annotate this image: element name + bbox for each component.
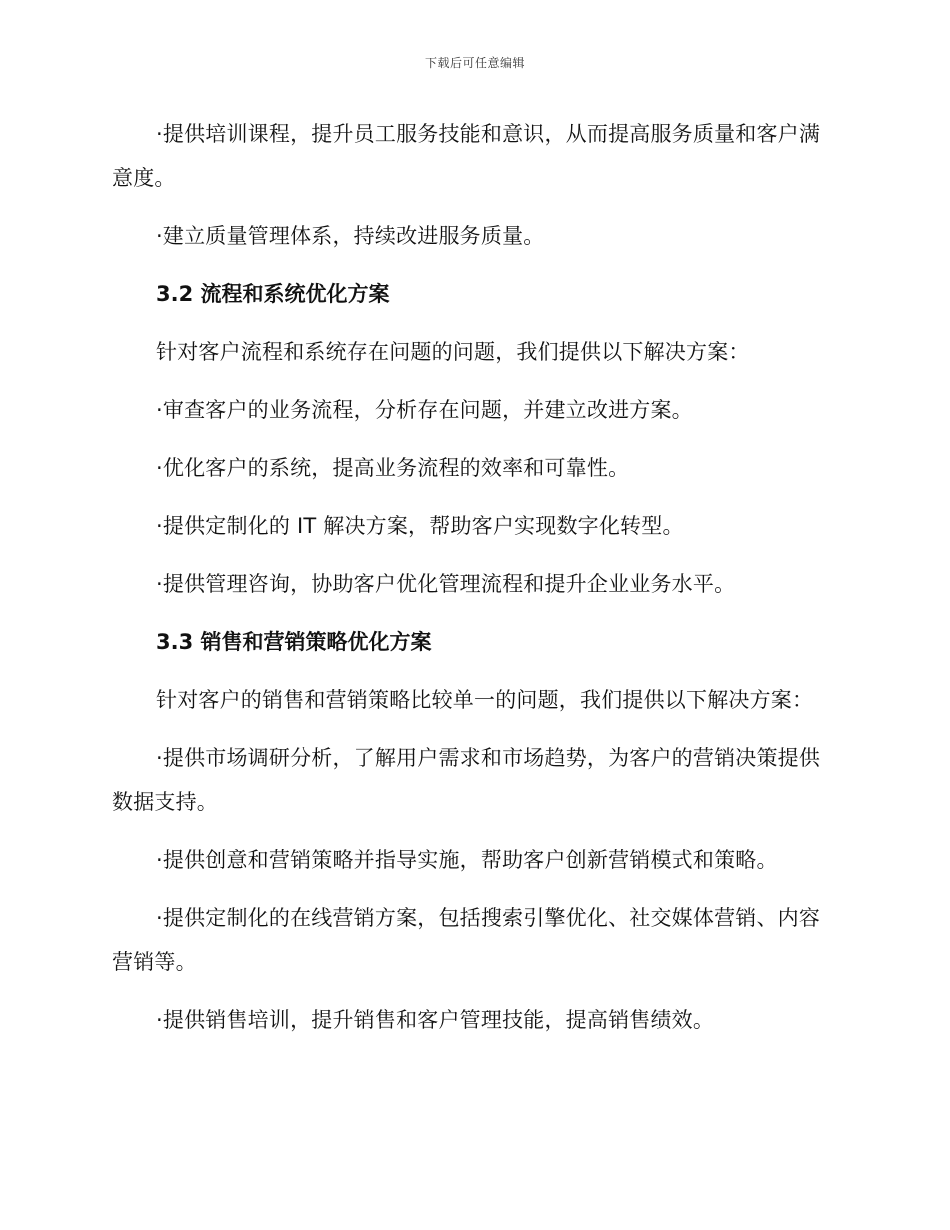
bullet-paragraph: ·审查客户的业务流程，分析存在问题，并建立改进方案。 [156,398,693,422]
bullet-paragraph: ·提供定制化的 IT 解决方案，帮助客户实现数字化转型。 [156,514,684,538]
section-heading-3-3: 3.3 销售和营销策略优化方案 [156,630,432,654]
bullet-paragraph: ·提供创意和营销策略并指导实施，帮助客户创新营销模式和策略。 [156,848,778,872]
bullet-paragraph: ·优化客户的系统，提高业务流程的效率和可靠性。 [156,456,630,480]
bullet-paragraph: ·提供培训课程，提升员工服务技能和意识，从而提高服务质量和客户满意度。 [112,122,821,190]
document-body [112,112,822,1056]
section-heading-3-2: 3.2 流程和系统优化方案 [156,282,390,306]
bullet-paragraph: ·提供管理咨询，协助客户优化管理流程和提升企业业务水平。 [156,572,736,596]
bullet-paragraph: ·建立质量管理体系，持续改进服务质量。 [156,224,545,248]
intro-paragraph: 针对客户的销售和营销策略比较单一的问题，我们提供以下解决方案： [156,688,814,712]
bullet-paragraph: ·提供市场调研分析，了解用户需求和市场趋势，为客户的营销决策提供数据支持。 [112,746,821,814]
page-header-note: 下载后可任意编辑 [424,56,525,70]
bullet-paragraph: ·提供销售培训，提升销售和客户管理技能，提高销售绩效。 [156,1008,715,1032]
intro-paragraph: 针对客户流程和系统存在问题的问题，我们提供以下解决方案： [156,340,750,364]
bullet-paragraph: ·提供定制化的在线营销方案，包括搜索引擎优化、社交媒体营销、内容营销等。 [112,906,821,974]
